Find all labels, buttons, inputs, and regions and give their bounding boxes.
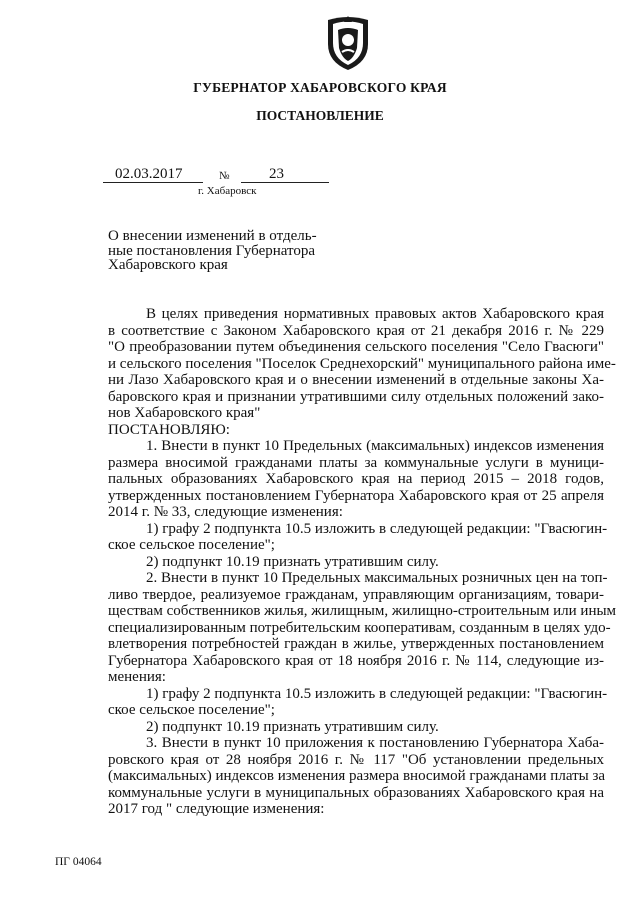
body-line: в соответствие с Законом Хабаровского края от 21 декабря 2016 г. № 229 bbox=[108, 322, 604, 339]
body-line: 2) подпункт 10.19 признать утратившим силу. bbox=[146, 553, 439, 570]
body-line: ское сельское поселение"; bbox=[108, 537, 275, 553]
body-line: 3. Внести в пункт 10 приложения к постановлению Губернатора Хаба- bbox=[146, 735, 604, 751]
body-line: пальных образованиях Хабаровского края на период 2015 – 2018 годов, bbox=[108, 471, 604, 487]
city-label: г. Хабаровск bbox=[198, 185, 257, 197]
body-line: В целях приведения нормативных правовых актов Хабаровского края bbox=[146, 306, 604, 322]
document-body bbox=[108, 306, 617, 818]
body-line: Губернатора Хабаровского края от 18 ноября 2016 г. № 114, следующие из- bbox=[108, 652, 604, 669]
document-date: 02.03.2017 bbox=[103, 166, 203, 183]
body-line: ливо твердое, реализуемое гражданам, управляющим организациям, товари- bbox=[108, 586, 604, 603]
body-line: нов Хабаровского края" bbox=[108, 405, 261, 421]
body-line: коммунальные услуги в муниципальных образованиях Хабаровского края на bbox=[108, 784, 604, 801]
subject-line: О внесении изменений в отдель- bbox=[108, 228, 317, 244]
body-line: менения: bbox=[108, 669, 166, 685]
authority-title: ГУБЕРНАТОР ХАБАРОВСКОГО КРАЯ bbox=[193, 80, 447, 95]
subject-line: Хабаровского края bbox=[108, 257, 228, 274]
body-line: 2. Внести в пункт 10 Предельных максимальных розничных цен на топ- bbox=[146, 570, 608, 586]
body-line: и сельского поселения "Поселок Среднехорский" муниципального района име- bbox=[108, 355, 616, 372]
body-line: ществам собственников жилья, жилищным, жилищно-строительным или иным bbox=[108, 603, 617, 619]
body-line: влетворения потребностей граждан в жилье, утвержденных постановлением bbox=[108, 636, 604, 652]
document-subject bbox=[108, 229, 348, 273]
body-line: утвержденных постановлением Губернатора Хабаровского края от 25 апреля bbox=[108, 487, 604, 504]
body-line: специализированным потребительским кооперативам, созданным в целях удо- bbox=[108, 619, 611, 636]
body-line: 1. Внести в пункт 10 Предельных (максимальных) индексов изменения bbox=[146, 438, 604, 454]
body-line: (максимальных) индексов изменения размера вносимой гражданами платы за bbox=[108, 768, 606, 784]
body-line: 2014 г. № 33, следующие изменения: bbox=[108, 504, 343, 520]
body-line: размера вносимой гражданами платы за коммунальные услуги в муници- bbox=[108, 454, 604, 471]
body-line: ровского края от 28 ноября 2016 г. № 117 "Об установлении предельных bbox=[108, 751, 604, 768]
body-line: 1) графу 2 подпункта 10.5 изложить в следующей редакции: "Гвасюгин- bbox=[146, 520, 608, 537]
body-line: 2017 год " следующие изменения: bbox=[108, 801, 325, 817]
body-line: 1) графу 2 подпункта 10.5 изложить в следующей редакции: "Гвасюгин- bbox=[146, 685, 608, 702]
body-line: 2) подпункт 10.19 признать утратившим силу. bbox=[146, 718, 439, 735]
body-line: баровского края и признании утратившими силу отдельных положений зако- bbox=[108, 388, 604, 405]
subject-line: ные постановления Губернатора bbox=[108, 242, 316, 259]
document-number: 23 bbox=[241, 166, 329, 183]
body-line: ское сельское поселение"; bbox=[108, 702, 275, 718]
number-label: № bbox=[219, 170, 230, 182]
document-type: ПОСТАНОВЛЕНИЕ bbox=[256, 108, 384, 123]
coat-of-arms-icon bbox=[324, 14, 372, 72]
footer-code: ПГ 04064 bbox=[55, 856, 102, 868]
body-line: ни Лазо Хабаровского края и о внесении изменений в отдельные законы Ха- bbox=[108, 372, 604, 388]
body-line: ПОСТАНОВЛЯЮ: bbox=[108, 421, 230, 438]
body-line: "О преобразовании путем объединения сельского поселения "Село Гвасюги" bbox=[108, 339, 604, 355]
